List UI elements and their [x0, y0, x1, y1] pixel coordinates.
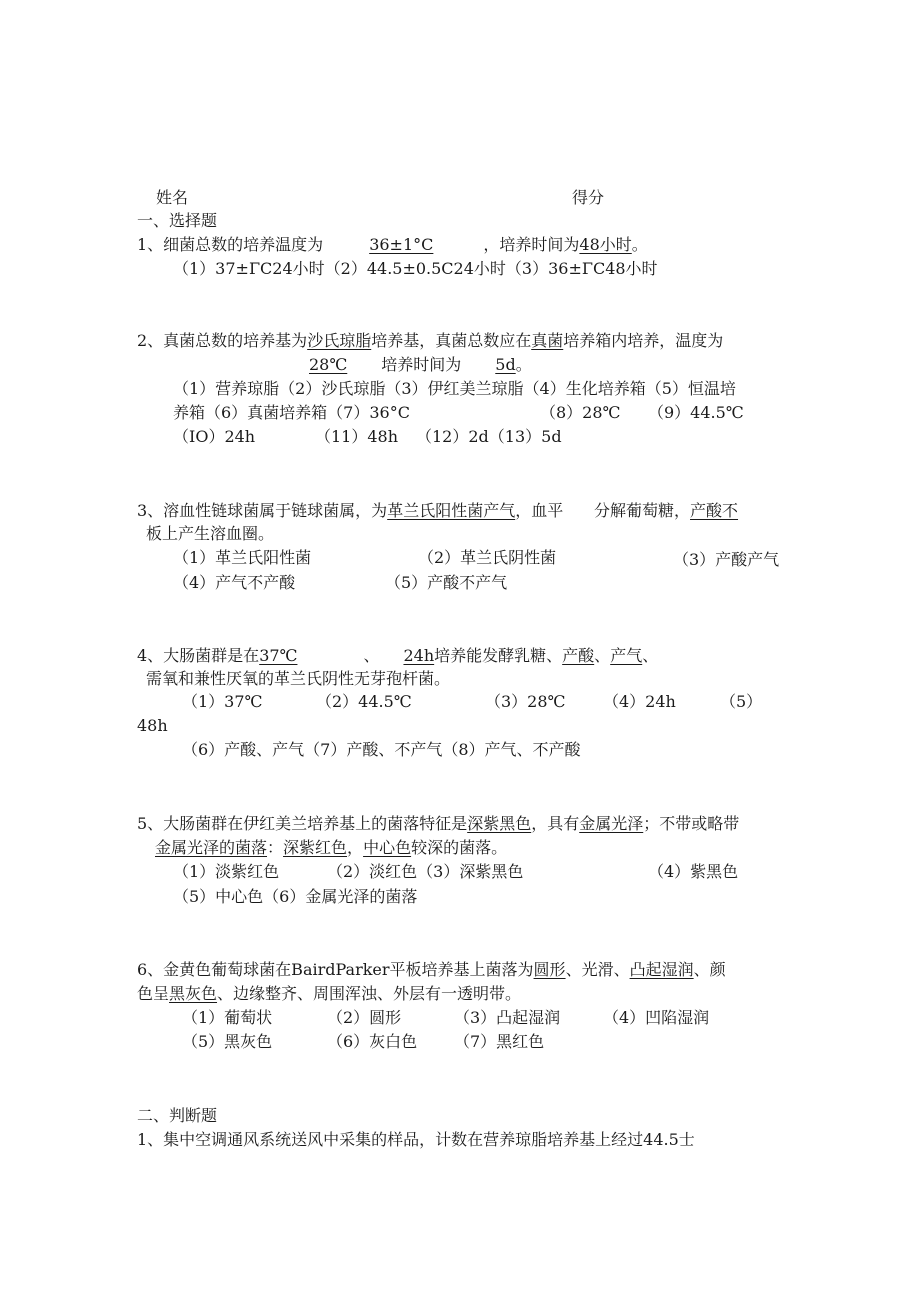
judge-q1: 1、集中空调通风系统送风中采集的样品，计数在营养琼脂培养基上经过44.5士: [137, 1130, 695, 1149]
q5-answer-luster: 金属光泽: [579, 814, 644, 833]
q6-answer-raised: 凸起湿润: [629, 960, 694, 979]
q3-answer-gram: 革兰氏阳性菌产气: [387, 501, 516, 520]
q3-stem: 3、溶血性链球菌属于链球菌属，为革兰氏阳性菌产气，血平: [137, 501, 564, 520]
q5-option-3: （4）紫黑色: [648, 862, 739, 881]
q2-options-line1: （1）营养琼脂（2）沙氏琼脂（3）伊红美兰琼脂（4）生化培养箱（5）恒温培: [173, 379, 736, 398]
q1-options: （1）37±ΓC24小时（2）44.5±0.5C24小时（3）36±ΓC48小时: [173, 259, 658, 278]
q3-option-3: （3）产酸产气: [673, 550, 780, 569]
q3-option-4: （4）产气不产酸: [173, 573, 296, 592]
q4-answer-temp: 37℃: [259, 646, 298, 665]
q2-options-line3c: （12）2d（13）5d: [416, 427, 562, 446]
q2-options-line3a: （IO）24h: [173, 427, 256, 446]
q2-answer-incubator: 真菌: [531, 331, 564, 350]
q6-answer-shape: 圆形: [533, 960, 566, 979]
name-label: 姓名: [156, 188, 189, 207]
q4-option-5: （5）: [720, 692, 763, 711]
q3-answer-acid: 产酸不: [690, 501, 739, 520]
q6-option-5: （5）黑灰色: [182, 1032, 273, 1051]
q5-answer-color: 深紫黑色: [467, 814, 532, 833]
q5-option-2: （2）淡红色（3）深紫黑色: [327, 862, 524, 881]
q2-answer-time: 5d: [495, 355, 516, 374]
section-title-judge: 二、判断题: [137, 1106, 218, 1125]
q5-answer-center: 中心色: [363, 838, 412, 857]
q2-options-line3b: （11）48h: [315, 427, 399, 446]
q6-option-2: （2）圆形: [327, 1008, 402, 1027]
q4-option-5-value: 48h: [137, 716, 168, 735]
q4-answer-acid: 产酸: [562, 646, 595, 665]
q1-stem: 1、细菌总数的培养温度为 36±1°C ，培养时间为48小时。: [137, 235, 648, 254]
q4-answer-time: 24h: [403, 646, 435, 665]
q2-options-line2a: 养箱（6）真菌培养箱（7）36°C: [173, 403, 410, 422]
q2-answer-medium: 沙氏琼脂: [307, 331, 372, 350]
q6-option-6: （6）灰白色: [327, 1032, 418, 1051]
q3-stem-line2: 板上产生溶血圈。: [146, 524, 275, 543]
q3-stem-right: 分解葡萄糖，产酸不: [594, 501, 739, 520]
q4-stem: 4、大肠菌群是在37℃ 、 24h培养能发酵乳糖、产酸、产气、: [137, 646, 659, 665]
q5-stem: 5、大肠菌群在伊红美兰培养基上的菌落特征是深紫黑色，具有金属光泽；不带或略带: [137, 814, 740, 833]
q1-answer-time: 48小时: [579, 235, 632, 254]
q4-option-6: （6）产酸、产气（7）产酸、不产气（8）产气、不产酸: [182, 740, 581, 759]
q3-option-2: （2）革兰氏阴性菌: [418, 548, 557, 567]
score-label: 得分: [572, 188, 605, 207]
q2-options-line2c: （9）44.5℃: [648, 403, 744, 422]
q1-answer-temp: 36±1°C: [369, 235, 434, 254]
section-title-choice: 一、选择题: [137, 211, 218, 230]
q5-answer-colony: 金属光泽的菌落: [155, 838, 268, 857]
q4-option-2: （2）44.5℃: [316, 692, 412, 711]
q6-stem-line2: 色呈黑灰色、边缘整齐、周围浑浊、外层有一透明带。: [137, 984, 522, 1003]
q5-stem-line2: 金属光泽的菌落：深紫红色，中心色较深的菌落。: [155, 838, 508, 857]
q6-option-1: （1）葡萄状: [182, 1008, 273, 1027]
q4-answer-gas: 产气: [610, 646, 643, 665]
q6-option-4: （4）凹陷湿润: [603, 1008, 710, 1027]
q6-option-3: （3）凸起湿润: [454, 1008, 561, 1027]
q5-answer-red: 深紫红色: [283, 838, 348, 857]
q5-option-1: （1）淡紫红色: [173, 862, 280, 881]
q4-option-1: （1）37℃: [182, 692, 263, 711]
q2-answer-temp: 28℃: [309, 355, 348, 374]
q4-option-3: （3）28℃: [485, 692, 566, 711]
q2-options-line2b: （8）28℃: [540, 403, 621, 422]
q4-option-4: （4）24h: [603, 692, 676, 711]
q3-option-1: （1）革兰氏阳性菌: [173, 548, 312, 567]
q3-option-5: （5）产酸不产气: [385, 573, 508, 592]
q4-stem-line2: 需氧和兼性厌氧的革兰氏阴性无芽孢杆菌。: [146, 669, 451, 688]
q6-option-7: （7）黑红色: [454, 1032, 545, 1051]
q5-option-4: （5）中心色（6）金属光泽的菌落: [173, 887, 418, 906]
q6-answer-color: 黑灰色: [169, 984, 218, 1003]
q6-stem: 6、金黄色葡萄球菌在BairdParker平板培养基上菌落为圆形、光滑、凸起湿润、颜: [137, 960, 726, 979]
q2-stem-line2: 28℃ 培养时间为 5d。: [309, 355, 532, 374]
q2-stem: 2、真菌总数的培养基为沙氏琼脂培养基，真菌总数应在真菌培养箱内培养，温度为: [137, 331, 724, 350]
